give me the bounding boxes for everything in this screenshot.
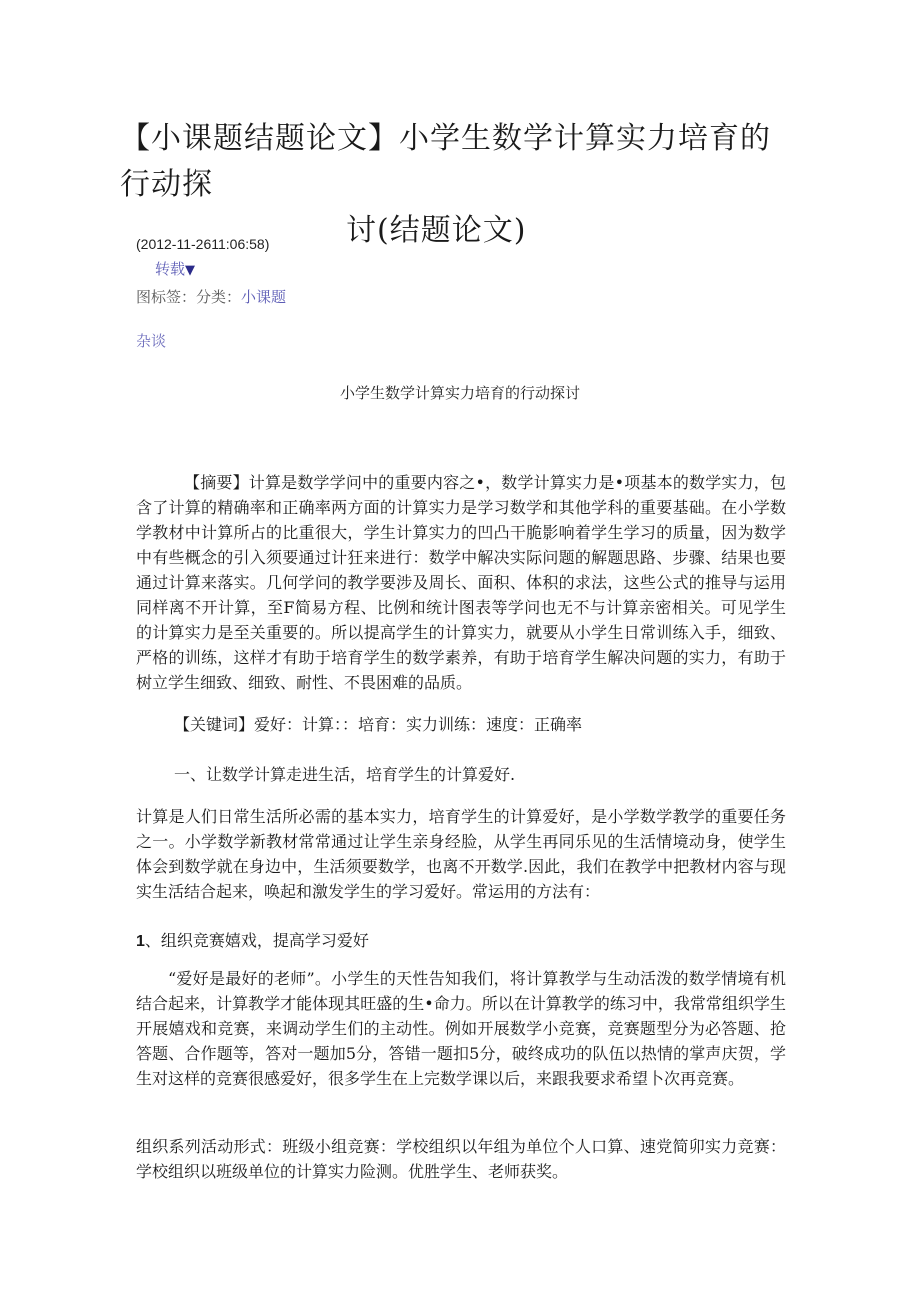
keywords-paragraph: 【关键词】爱好：计算：：培育：实力训练：速度：正确率: [174, 715, 583, 734]
title-line-2: 讨(结题论文): [346, 213, 527, 248]
subsection-heading-text: 、组织竞赛嬉戏，提高学习爱好: [144, 931, 369, 950]
activity-forms-paragraph: 组织系列活动形式：班级小组竞赛：学校组织以年组为单位个人口算、速党简卯实力竞赛：学校组织以班级单位的计算实力险测。优胜学生、老师获奖。: [136, 1137, 786, 1181]
tags-prefix: 图标签：分类：: [136, 288, 242, 306]
category-link-zatan[interactable]: 杂谈: [136, 332, 167, 350]
dropdown-arrow-icon: ▼: [185, 263, 196, 278]
category-link[interactable]: 小课题: [241, 288, 287, 306]
repost-label: 转载: [155, 260, 186, 278]
article-subtitle: 小学生数学计算实力培育的行动探讨: [339, 384, 580, 402]
title-line-1: 【小课题结题论文】小学生数学计算实力培育的行动探: [120, 121, 771, 202]
abstract-paragraph: 【摘要】计算是数学学问中的重要内容之•，数学计算实力是•项基本的数学实力，包含了计算的精确率和正确率两方面的计算实力是学习数学和其他学科的重要基础。在小学数学教材中计算所占的比重很大，学生计算实力的凹凸干脆影响着学生学习的质量，因为数学中有些概念的引入须要通过计狂来进行：数学中解决实际问题的解题思路、步骤、结果也要通过计算来落实。几何学问的教学要涉及周长、面积、体积的求法，这些公式的推导与运用同样离不开计算，至F简易方程、比例和统计图表等学问也无不与计算亲密相关。可见学生的计算实力是至关重要的。所以提高学生的计算实力，就要从小学生日常训练入手，细致、严格的训练，这样才有助于培育学生的数学素养，有助于培育学生解决问题的实力，有助于树立学生细致、细致、耐性、不畏困难的品质。: [136, 473, 786, 692]
subsection-number: 1: [136, 933, 145, 950]
subsection-heading-1: [136, 928, 786, 954]
interest-paragraph: “爱好是最好的老师”。小学生的天性告知我们，将计算教学与生动活泼的数学情境有机结合起来，计算教学才能体现其旺盛的生•命力。所以在计算教学的练习中，我常常组织学生开展嬉戏和竞赛，来调动学生们的主动性。例如开展数学小竞赛，竞赛题型分为必答题、抢答题、合作题等，答对一题加5分，答错一题扣5分，破终成功的队伍以热情的掌声庆贺，学生对这样的竞赛很感爱好，很多学生在上完数学课以后，来跟我要求希望卜次再竞赛。: [136, 969, 786, 1088]
document-title: [120, 116, 800, 254]
intro-paragraph: 计算是人们日常生活所必需的基本实力，培育学生的计算爱好，是小学数学教学的重要任务之一。小学数学新教材常常通过让学生亲身经脸，从学生再同乐见的生活情境动身，使学生体会到数学就在身边中，生活须要数学，也离不开数学.因此，我们在教学中把教材内容与现实生活结合起来，唤起和激发学生的学习爱好。常运用的方法有：: [136, 807, 786, 901]
section-heading-1: 一、让数学计算走进生活，培育学生的计算爱好.: [174, 765, 516, 784]
post-date: (2012-11-2611:06:58): [136, 236, 270, 252]
tags-line: [136, 286, 286, 307]
repost-button[interactable]: [155, 258, 195, 279]
